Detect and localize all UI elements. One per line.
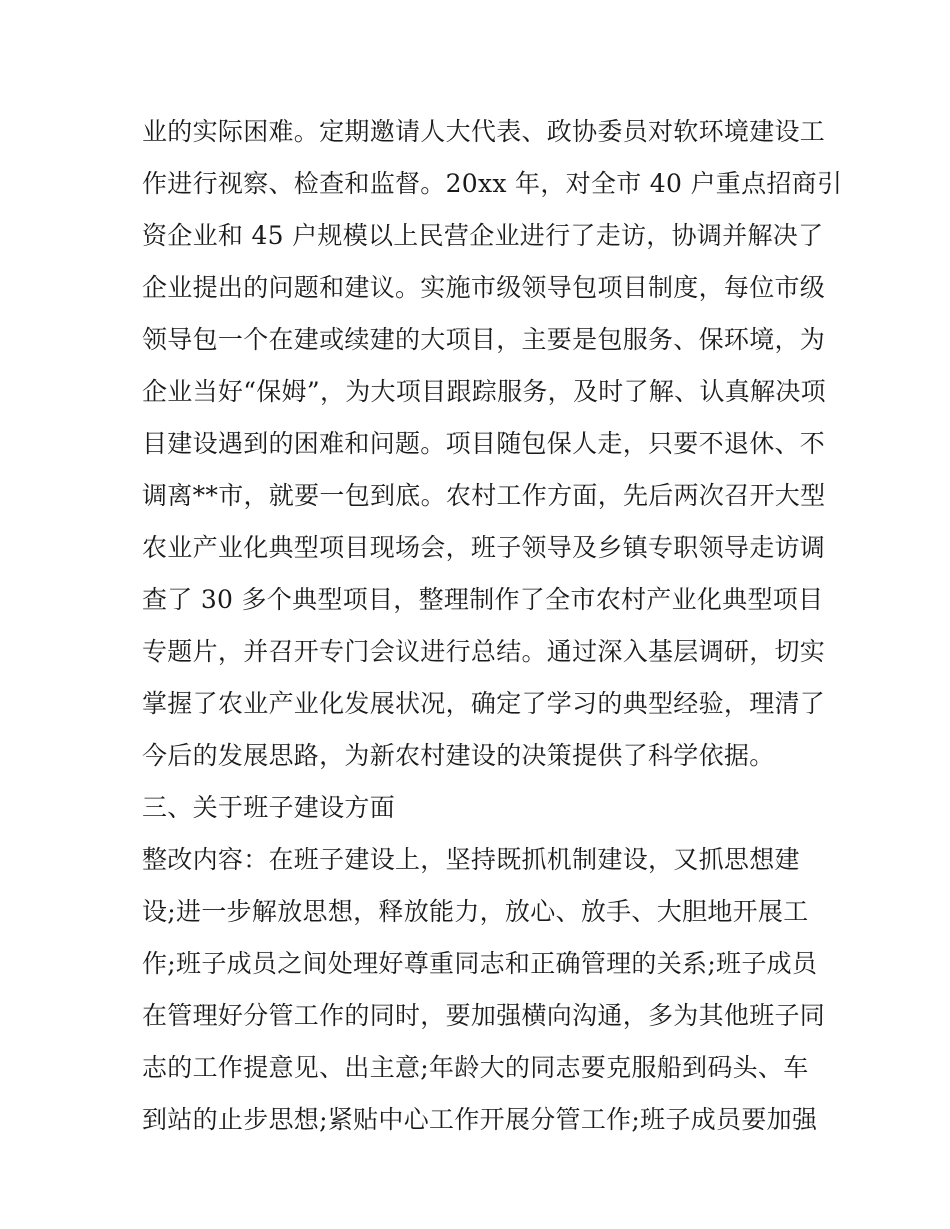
text-line: 到站的止步思想;紧贴中心工作开展分管工作;班子成员要加强 [142, 1105, 818, 1134]
text-line: 整改内容：在班子建设上，坚持既抓机制建设，又抓思想建 [142, 845, 800, 874]
text-line: 企业提出的问题和建议。实施市级领导包项目制度，每位市级 [142, 273, 826, 302]
section-heading: 三、关于班子建设方面 [142, 793, 396, 822]
text-line: 调离**市，就要一包到底。农村工作方面，先后两次召开大型 [142, 481, 826, 510]
text-line: 在管理好分管工作的同时，要加强横向沟通，多为其他班子同 [142, 1001, 826, 1030]
text-line: 作进行视察、检查和监督。20xx 年，对全市 40 户重点招商引 [142, 169, 843, 198]
text-line: 查了 30 多个典型项目，整理制作了全市农村产业化典型项目 [142, 585, 824, 614]
text-line: 今后的发展思路，为新农村建设的决策提供了科学依据。 [142, 741, 775, 770]
text-line: 企业当好“保姆”，为大项目跟踪服务，及时了解、认真解决项 [142, 377, 826, 406]
text-line: 目建设遇到的困难和问题。项目随包保人走，只要不退休、不 [142, 429, 826, 458]
document-body [142, 106, 843, 1146]
text-line: 农业产业化典型项目现场会，班子领导及乡镇专职领导走访调 [142, 533, 826, 562]
text-line: 志的工作提意见、出主意;年龄大的同志要克服船到码头、车 [142, 1053, 809, 1082]
text-line: 专题片，并召开专门会议进行总结。通过深入基层调研，切实 [142, 637, 826, 666]
text-line: 设;进一步解放思想，释放能力，放心、放手、大胆地开展工 [142, 897, 809, 926]
text-line: 领导包一个在建或续建的大项目，主要是包服务、保环境，为 [142, 325, 826, 354]
text-line: 作;班子成员之间处理好尊重同志和正确管理的关系;班子成员 [142, 949, 818, 978]
text-line: 掌握了农业产业化发展状况，确定了学习的典型经验，理清了 [142, 689, 826, 718]
text-line: 资企业和 45 户规模以上民营企业进行了走访，协调并解决了 [142, 221, 824, 250]
text-line: 业的实际困难。定期邀请人大代表、政协委员对软环境建设工 [142, 117, 826, 146]
